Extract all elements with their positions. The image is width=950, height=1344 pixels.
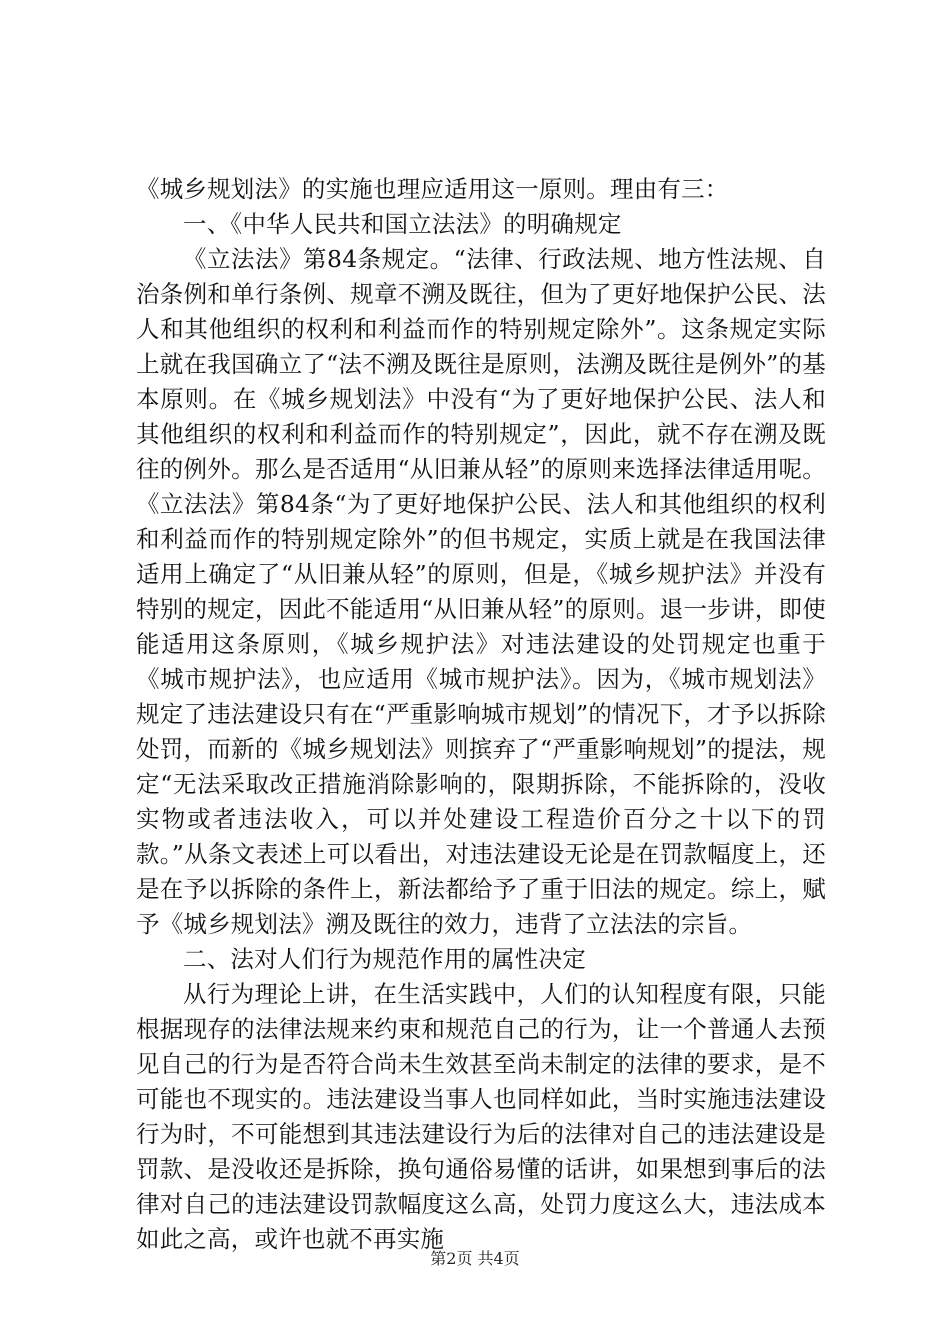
section-heading-1: 一、《中华人民共和国立法法》的明确规定 (183, 210, 622, 238)
paragraph-section-2: 从行为理论上讲，在生活实践中，人们的认知程度有限，只能根据现存的法律法规来约束和规范自己的行为，让一个普通人去预见自己的行为是否符合尚未生效甚至尚未制定的法律的要求，是不可能也不现实的。违法建设当事人也同样如此，当时实施违法建设行为时，不可能想到其违法建设行为后的法律对自己的违法建设是罚款、是没收还是拆除，换句通俗易懂的话讲，如果想到事后的法律对自己的违法建设罚款幅度这么高，处罚力度这么大，违法成本如此之高，或许也就不再实施 (136, 980, 826, 1253)
paragraph-intro: 《城乡规划法》的实施也理应适用这一原则。理由有三： (136, 175, 729, 203)
document-body (136, 172, 826, 1257)
page-number-footer: 第2页 共4页 (430, 1249, 520, 1268)
section-heading-2: 二、法对人们行为规范作用的属性决定 (183, 945, 586, 973)
paragraph-section-1: 《立法法》第84条规定。“法律、行政法规、地方性法规、自治条例和单行条例、规章不溯及既往，但为了更好地保护公民、法人和其他组织的权利和利益而作的特别规定除外”。这条规定实际上就在我国确立了“法不溯及既往是原则，法溯及既往是例外”的基本原则。在《城乡规划法》中没有“为了更好地保护公民、法人和其他组织的权利和利益而作的特别规定”，因此，就不存在溯及既往的例外。那么是否适用“从旧兼从轻”的原则来选择法律适用呢。《立法法》第84条“为了更好地保护公民、法人和其他组织的权利和利益而作的特别规定除外”的但书规定，实质上就是在我国法律适用上确定了“从旧兼从轻”的原则，但是，《城乡规护法》并没有特别的规定，因此不能适用“从旧兼从轻”的原则。退一步讲，即使能适用这条原则，《城乡规护法》对违法建设的处罚规定也重于《城市规护法》，也应适用《城市规护法》。因为，《城市规划法》规定了违法建设只有在“严重影响城市规划”的情况下，才予以拆除处罚，而新的《城乡规划法》则摈弃了“严重影响规划”的提法，规定“无法采取改正措施消除影响的，限期拆除，不能拆除的，没收实物或者违法收入，可以并处建设工程造价百分之十以下的罚款。”从条文表述上可以看出，对违法建设无论是在罚款幅度上，还是在予以拆除的条件上，新法都给予了重于旧法的规定。综上，赋予《城乡规划法》溯及既往的效力，违背了立法法的宗旨。 (136, 245, 826, 938)
